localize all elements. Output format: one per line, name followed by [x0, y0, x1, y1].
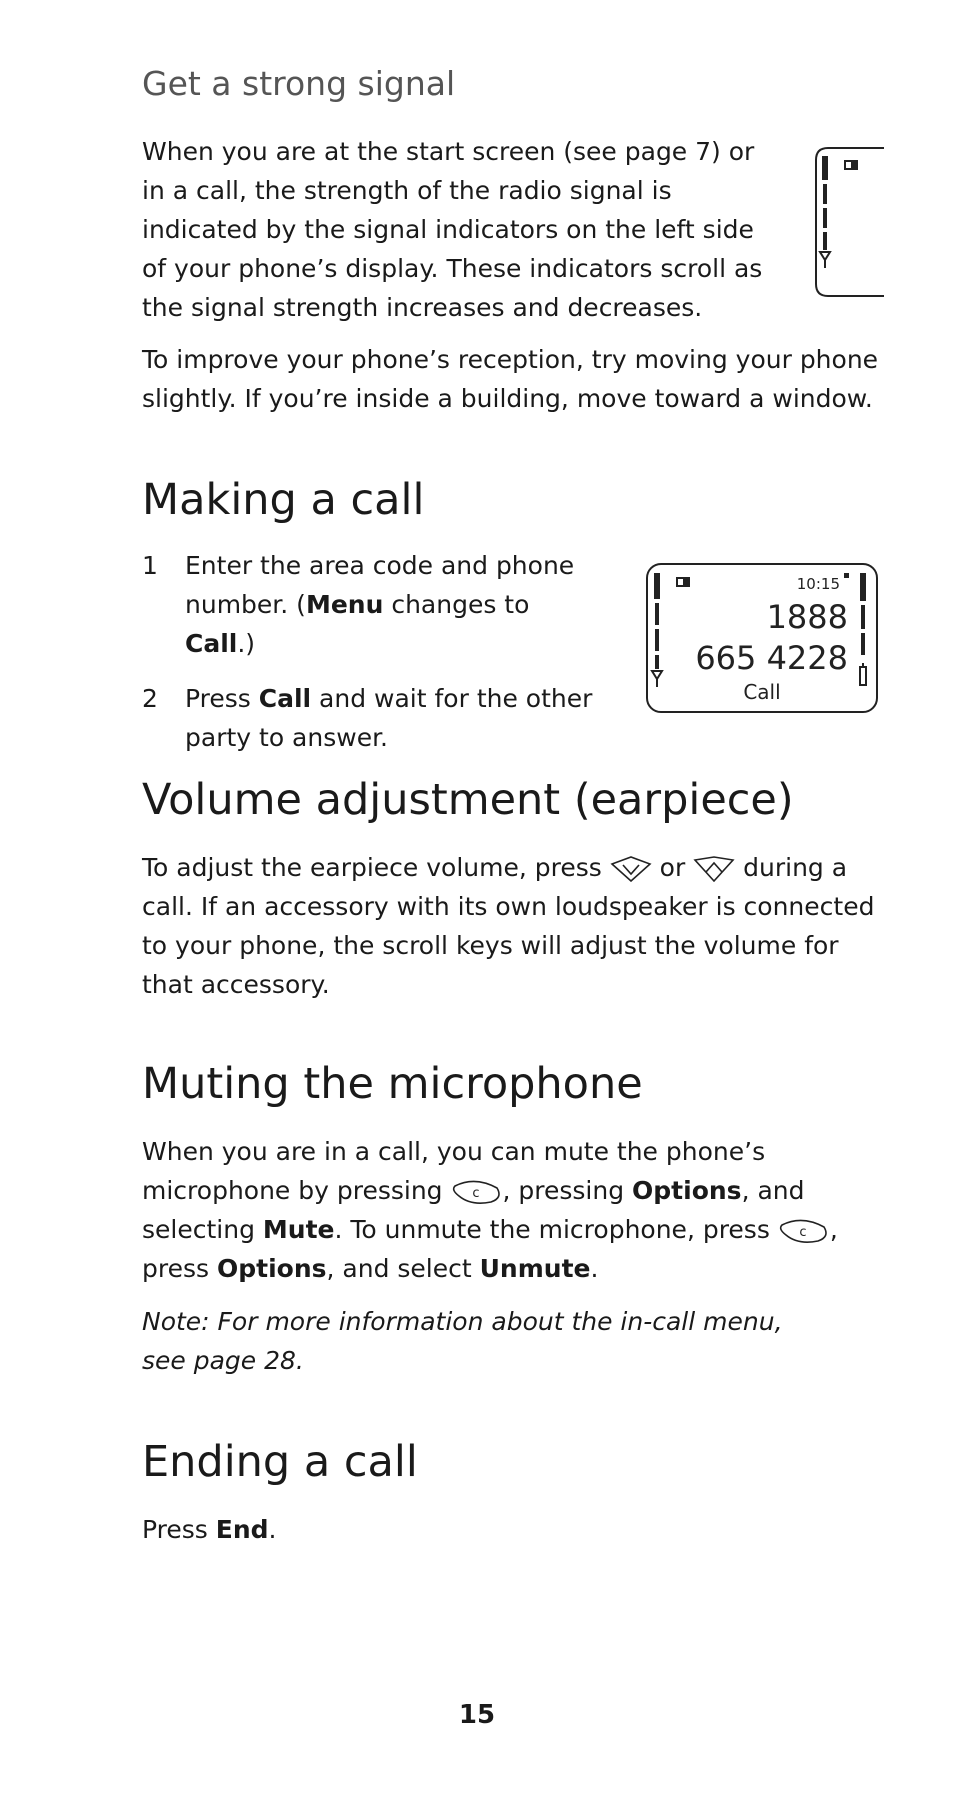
phone-display-illustration	[646, 563, 878, 715]
page-number: 15	[458, 1700, 496, 1730]
call-label: Call	[185, 629, 238, 658]
ending-paragraph: Press End.	[142, 1515, 277, 1544]
call-label: Call	[258, 684, 312, 713]
call-steps-list	[142, 546, 602, 773]
mute-label: Mute	[262, 1215, 335, 1244]
volume-paragraph: To adjust the earpiece volume, press or during a call. If an accessory with its own loudspeaker is connected to your phone, the scroll keys will adjust the volume for that accessory.	[142, 853, 875, 999]
muting-paragraph: When you are in a call, you can mute the phone’s microphone by pressing c , pressing Options, and selecting Mute. To unmute the microphone, press c , press Options, and select Unmute.	[142, 1137, 838, 1283]
volume-heading: Volume adjustment (earpiece)	[142, 775, 794, 825]
signal-paragraph-1: When you are at the start screen (see page 7) or in a call, the strength of the radio signal is indicated by the signal indicators on the left side of your phone’s display. These indicators scroll as the signal strength increases and decreases.	[142, 137, 763, 322]
clear-key-icon	[451, 1178, 503, 1206]
unmute-label: Unmute	[479, 1254, 591, 1283]
list-item: 1 Enter the area code and phone number. (Menu changes to Call.)	[142, 546, 602, 663]
display-number-line1: 1888	[766, 598, 848, 636]
options-label: Options	[216, 1254, 327, 1283]
svg-text:c: c	[471, 1186, 480, 1201]
signal-display-illustration	[808, 146, 884, 298]
clear-key-icon	[778, 1217, 830, 1245]
scroll-up-key-icon	[693, 856, 735, 882]
muting-heading: Muting the microphone	[142, 1059, 643, 1109]
display-number-line2: 665 4228	[695, 639, 848, 677]
display-time: 10:15	[796, 575, 840, 593]
step-number: 2	[142, 684, 158, 713]
end-label: End	[215, 1515, 269, 1544]
step-number: 1	[142, 551, 158, 580]
list-item: 2 Press Call and wait for the other party to answer.	[142, 679, 602, 757]
signal-heading: Get a strong signal	[142, 64, 456, 103]
note-paragraph: Note: For more information about the in-call menu, see page 28.	[142, 1307, 783, 1375]
svg-text:c: c	[799, 1225, 807, 1240]
scroll-down-key-icon	[610, 856, 652, 882]
menu-label: Menu	[305, 590, 384, 619]
options-label: Options	[632, 1176, 742, 1205]
display-softkey-label: Call	[743, 680, 781, 704]
making-call-heading: Making a call	[142, 475, 425, 525]
ending-heading: Ending a call	[142, 1437, 418, 1487]
signal-paragraph-2: To improve your phone’s reception, try moving your phone slightly. If you’re inside a building, move toward a window.	[142, 345, 879, 413]
